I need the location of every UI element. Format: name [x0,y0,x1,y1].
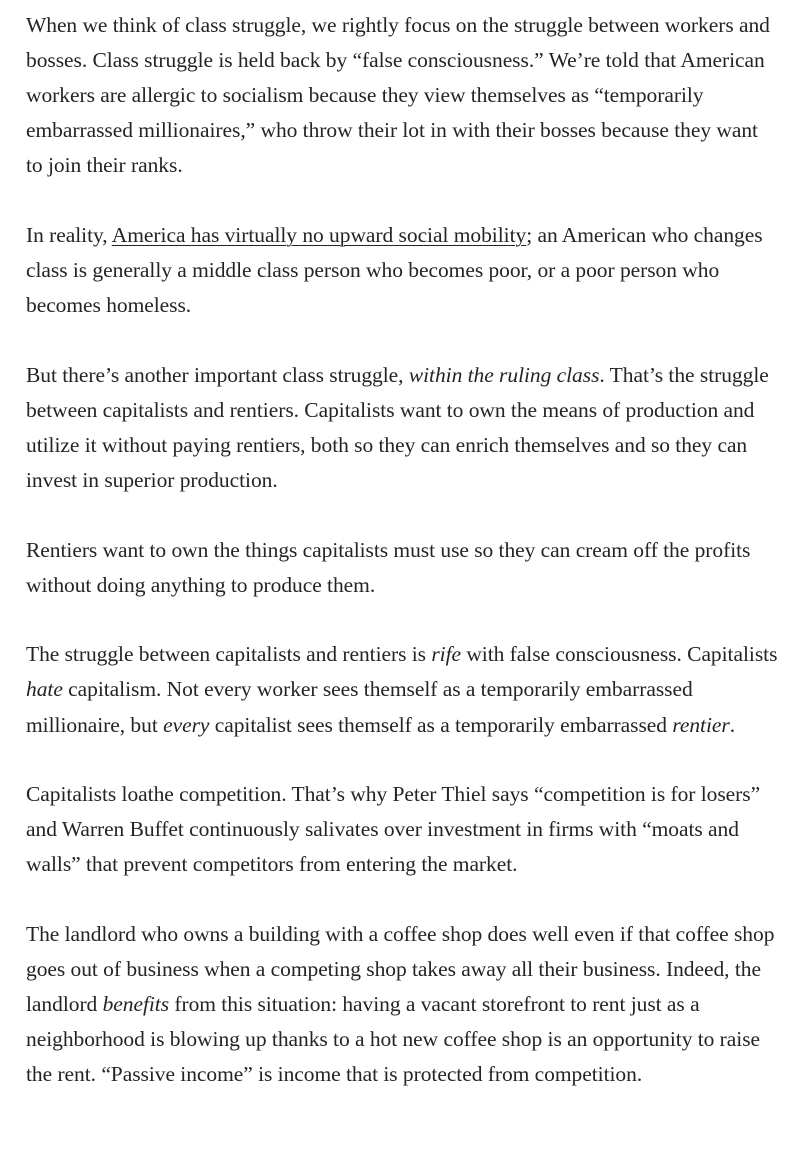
paragraph-text: with false consciousness. Capitalists [461,642,778,667]
emphasis-text: every [163,712,210,737]
paragraph-text: . [729,712,736,737]
paragraph-text: The struggle between capitalists and rentiers is [26,642,432,667]
emphasis-text: within the ruling class [408,362,600,387]
paragraph-text: But there’s another important class struggle, [26,362,409,387]
emphasis-text: hate [26,677,63,702]
paragraph-text: from this situation: having a vacant storefront to rent just as a neighborhood is blowing up thanks to a hot new coffee shop is an opportunity to raise the rent. “Passive income” is income that is protected from competition. [26,992,761,1087]
paragraph-text: The landlord who owns a building with a coffee shop does well even if that coffee shop goes out of business when a competing shop takes away all their business. Indeed, the landlord [26,921,775,1017]
social-mobility-link[interactable]: America has virtually no upward social mobility [111,222,527,247]
article-body [26,8,778,1127]
paragraph-text: In reality, [26,222,112,247]
paragraph-text: ; an American who changes class is generally a middle class person who becomes poor, or a poor person who becomes homeless. [26,222,763,318]
paragraph-rentiers [26,533,778,603]
emphasis-text: rentier [672,712,730,737]
paragraph-text: Rentiers want to own the things capitalists must use so they can cream off the profits without doing anything to produce them. [26,537,751,597]
emphasis-text: benefits [102,992,170,1017]
paragraph-text: Capitalists loathe competition. That’s why Peter Thiel says “competition is for losers” and Warren Buffet continuously salivates over investment in firms with “moats and walls” that prevent competitors from entering the market. [26,782,761,877]
paragraph-competition [26,777,778,882]
paragraph-landlord [26,917,778,1092]
paragraph-false-consciousness [26,637,778,742]
paragraph-text: . That’s the struggle between capitalists and rentiers. Capitalists want to own the means of production and utilize it without paying rentiers, both so they can enrich themselves and so they can invest in superior production. [26,362,769,493]
paragraph-text: capitalism. Not every worker sees themself as a temporarily embarrassed millionaire, but [26,677,693,737]
paragraph-class-struggle [26,8,778,183]
paragraph-text: When we think of class struggle, we rightly focus on the struggle between workers and bosses. Class struggle is held back by “false consciousness.” We’re told that American workers are allergic to socialism because they view themselves as “temporarily embarrassed millionaires,” who throw their lot in with their bosses because they want to join their ranks. [26,13,770,178]
paragraph-ruling-class [26,358,778,498]
paragraph-social-mobility [26,218,778,323]
emphasis-text: rife [431,642,461,667]
paragraph-text: capitalist sees themself as a temporarily embarrassed [209,712,673,737]
